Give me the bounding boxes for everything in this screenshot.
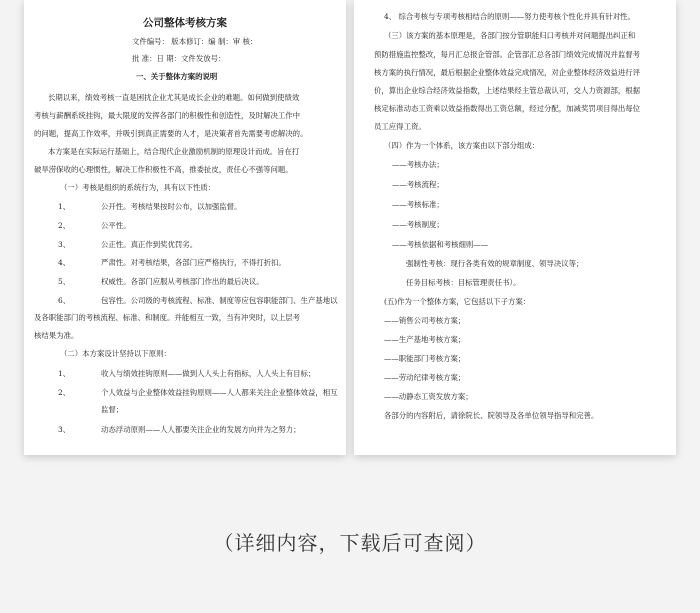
paragraph-line: 监督；: [101, 405, 124, 414]
list-item: ——劳动纪律考核方案；: [384, 373, 466, 382]
paragraph-line: 4、 综合考核与专项考核相结合的原则——努力使考核个性化并具有针对性。: [384, 12, 635, 21]
subheading: （二）本方案设计坚持以下原则：: [60, 349, 171, 358]
paragraph-line: 及各职能部门的考核流程、标准、和制度。并能相互一致，当有冲突时，以上层考: [34, 313, 301, 322]
list-item: ——职能部门考核方案；: [384, 354, 466, 363]
document-title: 公司整体考核方案: [143, 17, 227, 29]
paragraph-line: 员工应得工资。: [374, 122, 426, 131]
list-item: ——考核制度；: [392, 220, 444, 229]
paragraph-line: 本方案是在实际运行基础上，结合现代企业激励机制的原理设计而成。旨在打: [48, 147, 300, 156]
list-item: ——考核标准；: [392, 200, 444, 209]
paragraph-line: 价，算出企业综合经济效益指数，上述结果经主管总裁认可，交人力资源部，根据: [374, 86, 641, 95]
list-item: ——生产基地考核方案；: [384, 335, 466, 344]
subheading: (五)作为一个整体方案，它包括以下子方案：: [384, 297, 531, 306]
paragraph-line: 破旱涝保收的心理惯性，解决工作积极性不高，推委扯皮，责任心不强等问题。: [34, 165, 293, 174]
list-item: ——考核办法；: [392, 160, 444, 169]
meta-line-1: 文件编号： 版本修订：编 制：审 核：: [132, 37, 258, 46]
list-item: ——考核依据和考核细则——: [392, 240, 489, 249]
subheading: （四）作为一个体系，该方案由以下部分组成：: [384, 141, 540, 150]
paragraph-line: 预防措施监控整改，每月汇总报企管部。企管部汇总各部门绩效完成情况并监督考: [374, 50, 641, 59]
list-item: ——考核流程；: [392, 180, 444, 189]
list-item: 强制性考核：现行各类有效的规章制度、领导决议等；: [406, 259, 584, 268]
paragraph-line: （三）该方案的基本原理是，各部门按分管职能归口考核并对问题提出纠正和: [384, 31, 636, 40]
list-item: 任务目标考核：目标管理责任书）。: [406, 278, 521, 287]
section-heading: 一、关于整体方案的说明: [136, 72, 218, 81]
list-item: ——销售公司考核方案；: [384, 316, 466, 325]
download-hint: （详细内容，下载后可查阅）: [213, 531, 487, 555]
paragraph-line: 核方案的执行情况，最后根据企业整体效益完成情况，对企业整体经济效益进行评: [374, 68, 641, 77]
meta-line-2: 批 准：日 期：文件发放号：: [132, 54, 226, 63]
paragraph-line: 的问题，提高工作效率，并吸引到真正需要的人才，是决策者首先需要考虑解决的。: [34, 129, 308, 138]
paragraph-line: 长期以来，绩效考核一直是困扰企业尤其是成长企业的难题。如何做到使绩效: [48, 93, 300, 102]
paragraph-line: 各部分的内容附后，请徐院长、院领导及各单位领导指导和完善。: [384, 411, 599, 420]
paragraph-line: 考核与薪酬系统挂钩，最大限度的发挥各部门的积极性和创造性，及时解决工作中: [34, 111, 301, 120]
document-page-left: 公司整体考核方案 文件编号： 版本修订：编 制：审 核： 批 准：日 期：文件发放号： 一、关于整体方案的说明 长期以来，绩效考核一直是困扰企业尤其是成长企业的难题。如何做到使绩效 考核与薪酬系统挂钩，最大限度的发挥各部门的积极性和创造性，及时解决工作中 的问题，提高工作效率，并吸引到真正需要的人才，是决策者首先需要考虑解决的。 本方案是在实际运行基础上，结合现代企业激励机制的原理设计而成。旨在打 破旱涝保收的心理惯性，解决工作积极性不高，推委扯皮，责任心不强等问题。 （一）考核是组织的系统行为，具有以下性质： 1、 公开性。考核结果按时公布，以加强监督。 2、 公平性。 3、 公正性。真正作到奖优罚劣。 4、 严肃性。对考核结果，各部门应严格执行，不得打折扣。 5、 权威性。各部门应服从考核部门作出的最后决议。 6、 包容性。公司级的考核流程、标准、制度等应包容职能部门、生产基地以 及各职能部门的考核流程、标准、和制度。并能相互一致，当有冲突时，以上层考 核结果为准。 （二）本方案设计坚持以下原则： 1、 收入与绩效挂钩原则——做到人人头上有指标，人人头上有目标； 2、 个人效益与企业整体效益挂钩原则——人人都来关注企业整体效益，相互 监督； 3、 动态浮动原则——人人都要关注企业的发展方向并为之努力；: [24, 0, 346, 455]
paragraph-line: 核定标准动态工资乘以效益指数得出工资总额，经过分配，加减奖罚项目得出每位: [374, 104, 641, 113]
paragraph-line: 核结果为准。: [34, 331, 79, 340]
document-page-right: [354, 0, 676, 455]
list-item: ——动静态工资发放方案；: [384, 392, 473, 401]
subheading: （一）考核是组织的系统行为，具有以下性质：: [60, 183, 216, 192]
